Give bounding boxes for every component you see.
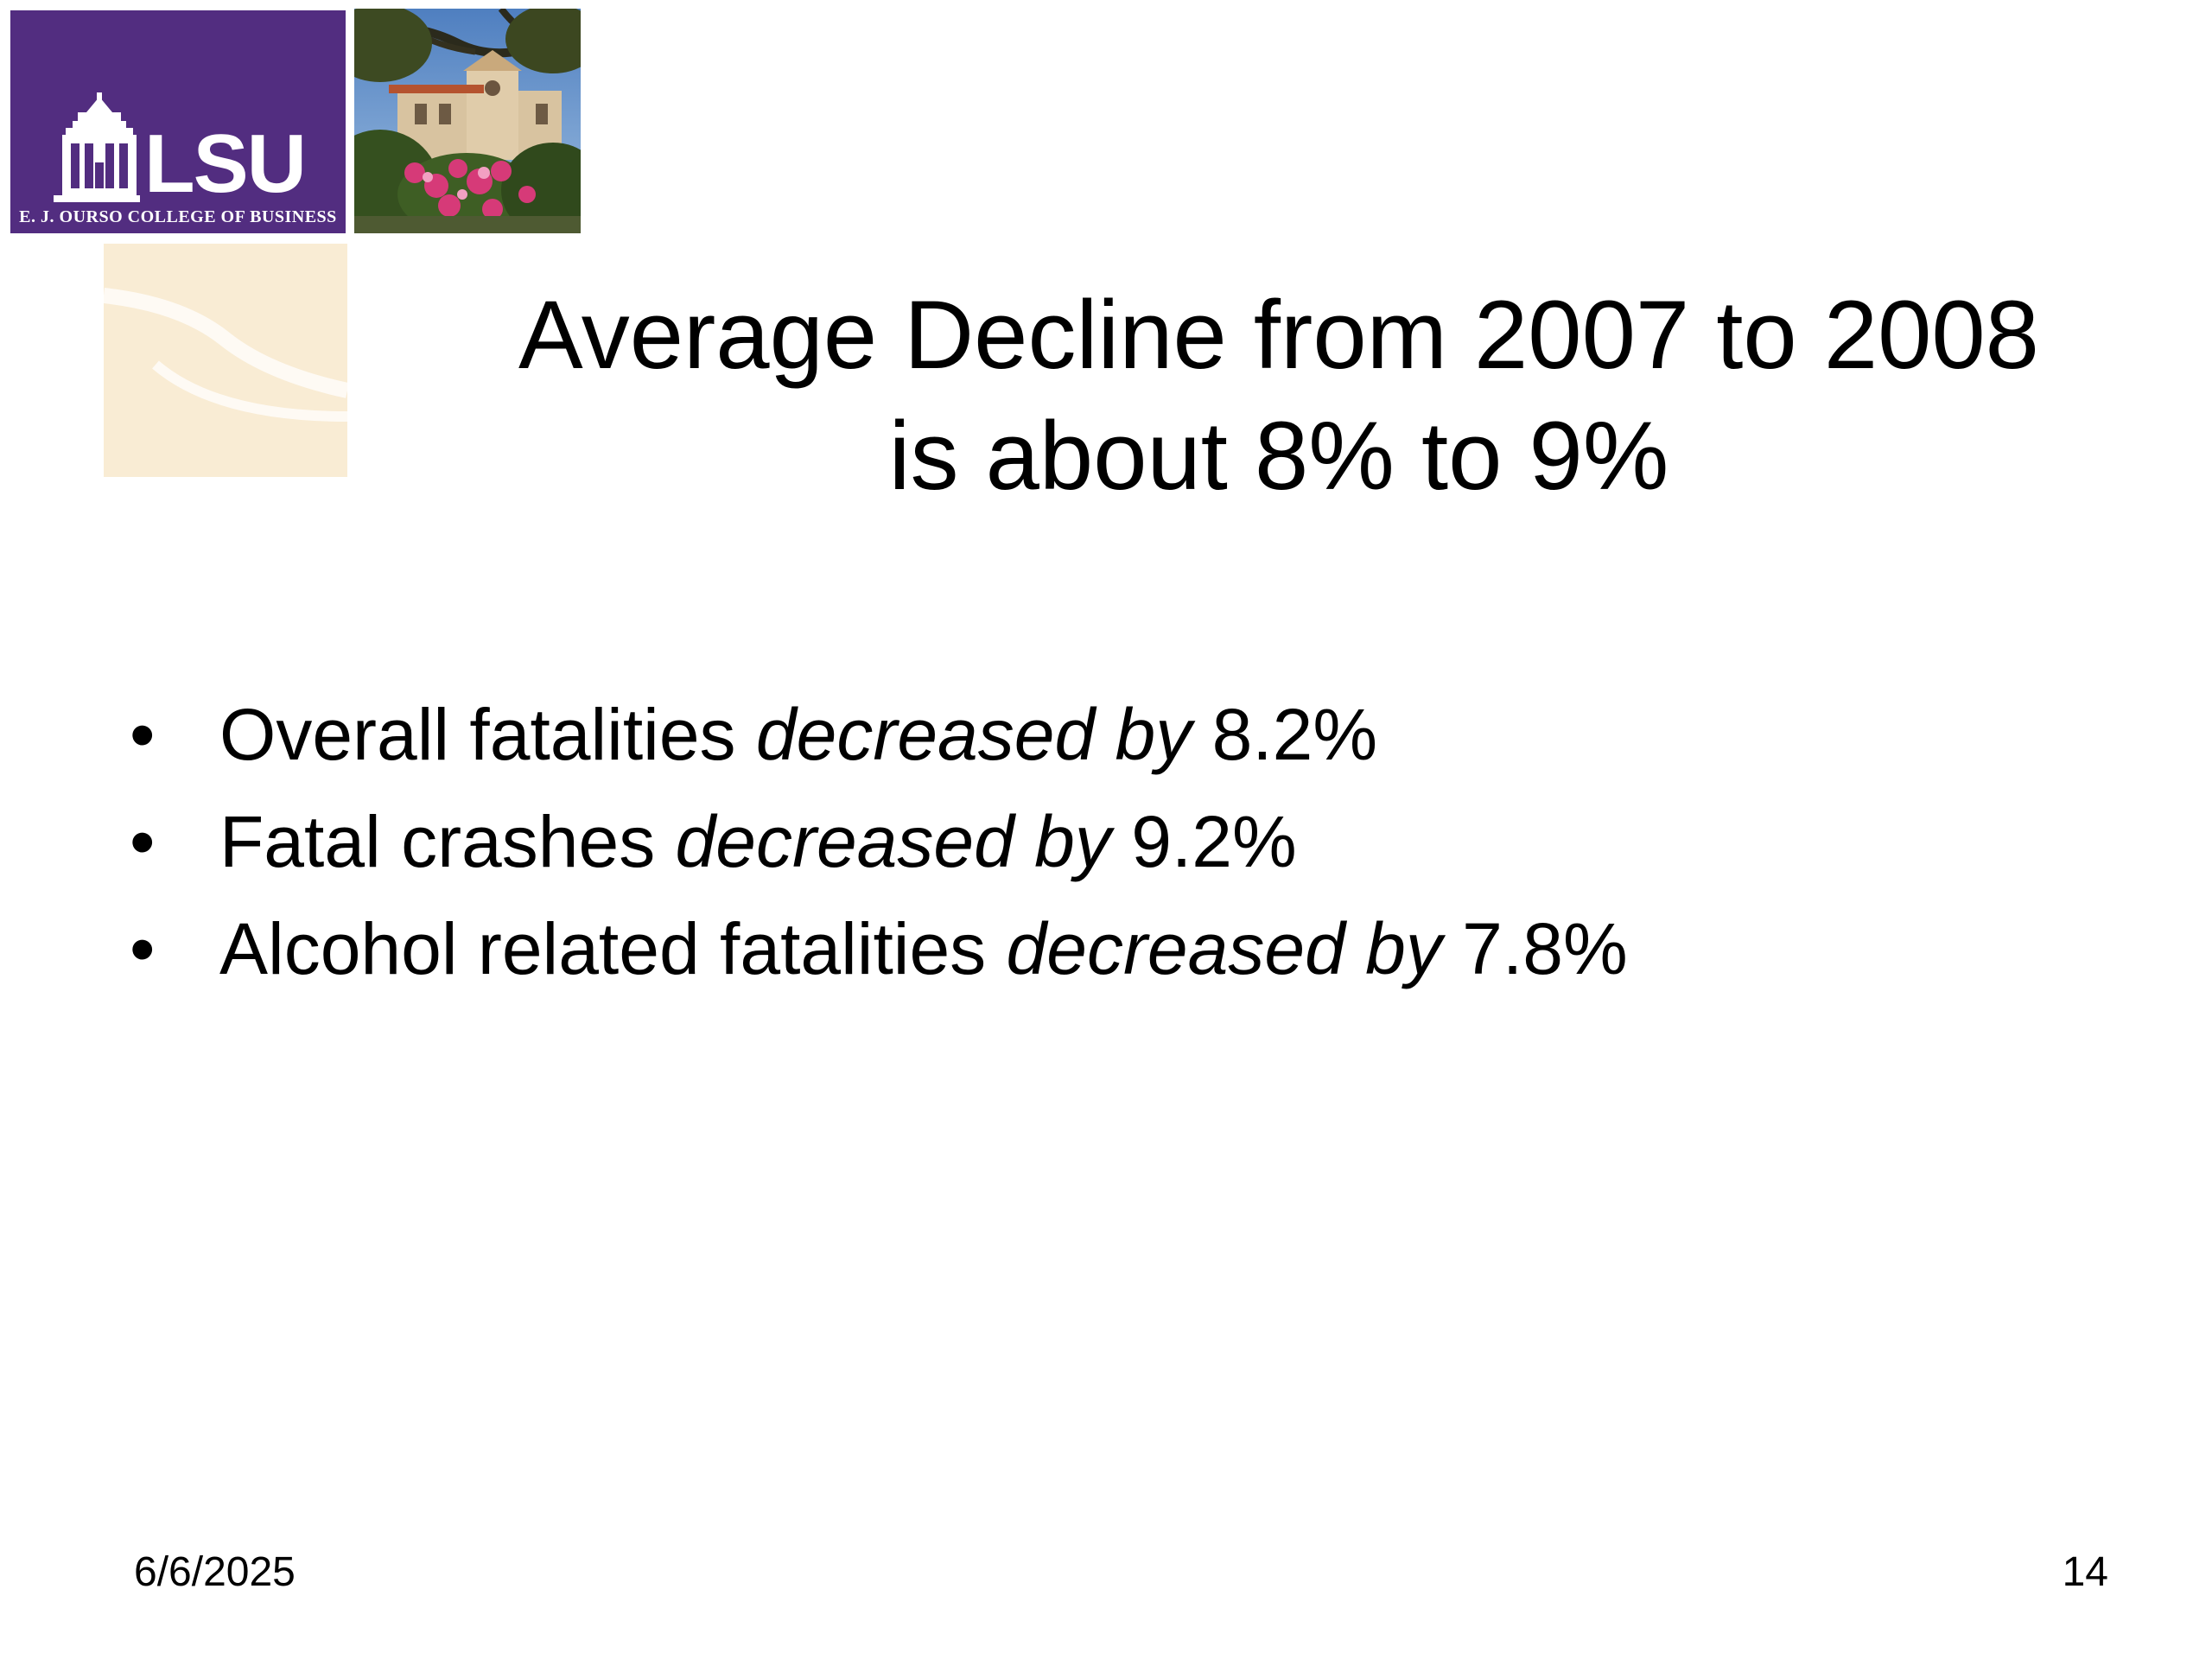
bullet-subject: Alcohol related fatalities xyxy=(219,908,1007,989)
bullet-value: 7.8% xyxy=(1441,908,1628,989)
slide-title-line-1: Average Decline from 2007 to 2008 xyxy=(518,281,2039,389)
bullet-subject: Overall fatalities xyxy=(219,694,756,775)
bullet-dot: • xyxy=(130,694,156,775)
bullet-verb: decreased by xyxy=(1006,908,1442,989)
bullet-subject: Fatal crashes xyxy=(219,801,676,882)
bullet-item-overall-fatalities xyxy=(130,681,1628,788)
bullet-value: 8.2% xyxy=(1192,694,1378,775)
footer-page-number: 14 xyxy=(2062,1549,2108,1595)
bullet-value: 9.2% xyxy=(1110,801,1297,882)
bullet-list xyxy=(130,681,1628,1002)
footer-date: 6/6/2025 xyxy=(134,1549,296,1595)
bullet-verb: decreased by xyxy=(675,801,1111,882)
bullet-item-alcohol-related-fatalities xyxy=(130,895,1628,1002)
slide-title-line-2: is about 8% to 9% xyxy=(888,402,1669,510)
campus-photo-image xyxy=(354,9,581,233)
logo-letters: LSU xyxy=(144,118,305,210)
decorative-swoosh xyxy=(104,244,347,477)
bullet-verb: decreased by xyxy=(755,694,1192,775)
slide-title xyxy=(346,275,2212,517)
lsu-logo xyxy=(10,10,346,233)
bullet-dot: • xyxy=(130,908,156,989)
logo-subtitle: E. J. OURSO COLLEGE OF BUSINESS xyxy=(19,207,337,226)
bullet-dot: • xyxy=(130,801,156,882)
bullet-item-fatal-crashes xyxy=(130,788,1628,895)
